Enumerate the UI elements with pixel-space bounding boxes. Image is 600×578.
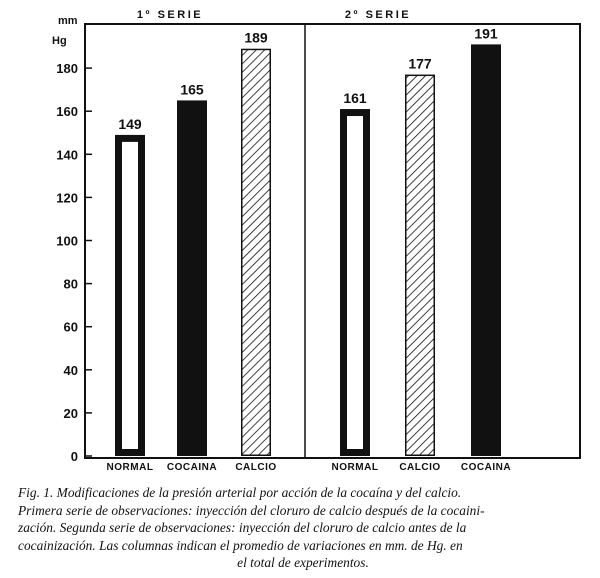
bar-value-label: 189 — [244, 29, 268, 46]
chart-panels — [107, 9, 512, 470]
y-tick-label: 140 — [56, 147, 78, 163]
panel-1 — [107, 9, 277, 470]
category-label: COCAINA — [166, 462, 218, 470]
bar-value-label: 177 — [408, 55, 432, 72]
category-label: CALCIO — [399, 462, 441, 470]
figure-caption — [18, 484, 588, 572]
caption-line: cocainización. Las columnas indican el promedio de variaciones en mm. de Hg. en — [18, 537, 463, 553]
category-label: CALCIO — [235, 462, 277, 470]
y-unit-top: mm — [58, 15, 78, 27]
panel-title: 2º SERIE — [344, 9, 412, 21]
plot-frame — [85, 24, 580, 458]
y-tick-label: 120 — [56, 190, 78, 206]
bar — [119, 138, 142, 452]
y-axis — [56, 61, 92, 464]
caption-line: Fig. 1. Modificaciones de la presión arterial por acción de la cocaína y del calcio. — [18, 485, 462, 500]
y-unit-bottom: Hg — [52, 35, 67, 47]
y-tick-label: 180 — [56, 61, 78, 77]
y-tick-label: 160 — [56, 104, 78, 120]
bar-value-label: 191 — [474, 25, 498, 42]
panel-title: 1º SERIE — [136, 9, 204, 21]
bar-value-label: 165 — [180, 81, 204, 98]
panel-2 — [332, 9, 512, 470]
bar — [471, 44, 501, 456]
y-tick-label: 80 — [63, 276, 78, 292]
bar-value-label: 161 — [343, 90, 367, 107]
category-label: NORMAL — [106, 462, 154, 470]
category-label: NORMAL — [331, 462, 379, 470]
y-tick-label: 40 — [63, 362, 78, 378]
bar-value-label: 149 — [118, 115, 142, 132]
caption-line: zación. Segunda serie de observaciones: inyección del cloruro de calcio antes de la — [18, 520, 467, 535]
bar — [242, 49, 271, 455]
bar — [344, 113, 367, 453]
caption-line: Primera serie de observaciones: inyección del cloruro de calcio después de la cocaini- — [18, 502, 485, 518]
y-tick-label: 100 — [56, 233, 78, 249]
bar — [406, 75, 435, 455]
category-label: COCAINA — [460, 462, 512, 470]
y-tick-label: 60 — [63, 319, 78, 335]
y-tick-label: 20 — [63, 405, 78, 421]
caption-line: el total de experimentos. — [237, 555, 369, 570]
bar — [177, 100, 207, 456]
y-tick-label: 0 — [70, 449, 78, 464]
